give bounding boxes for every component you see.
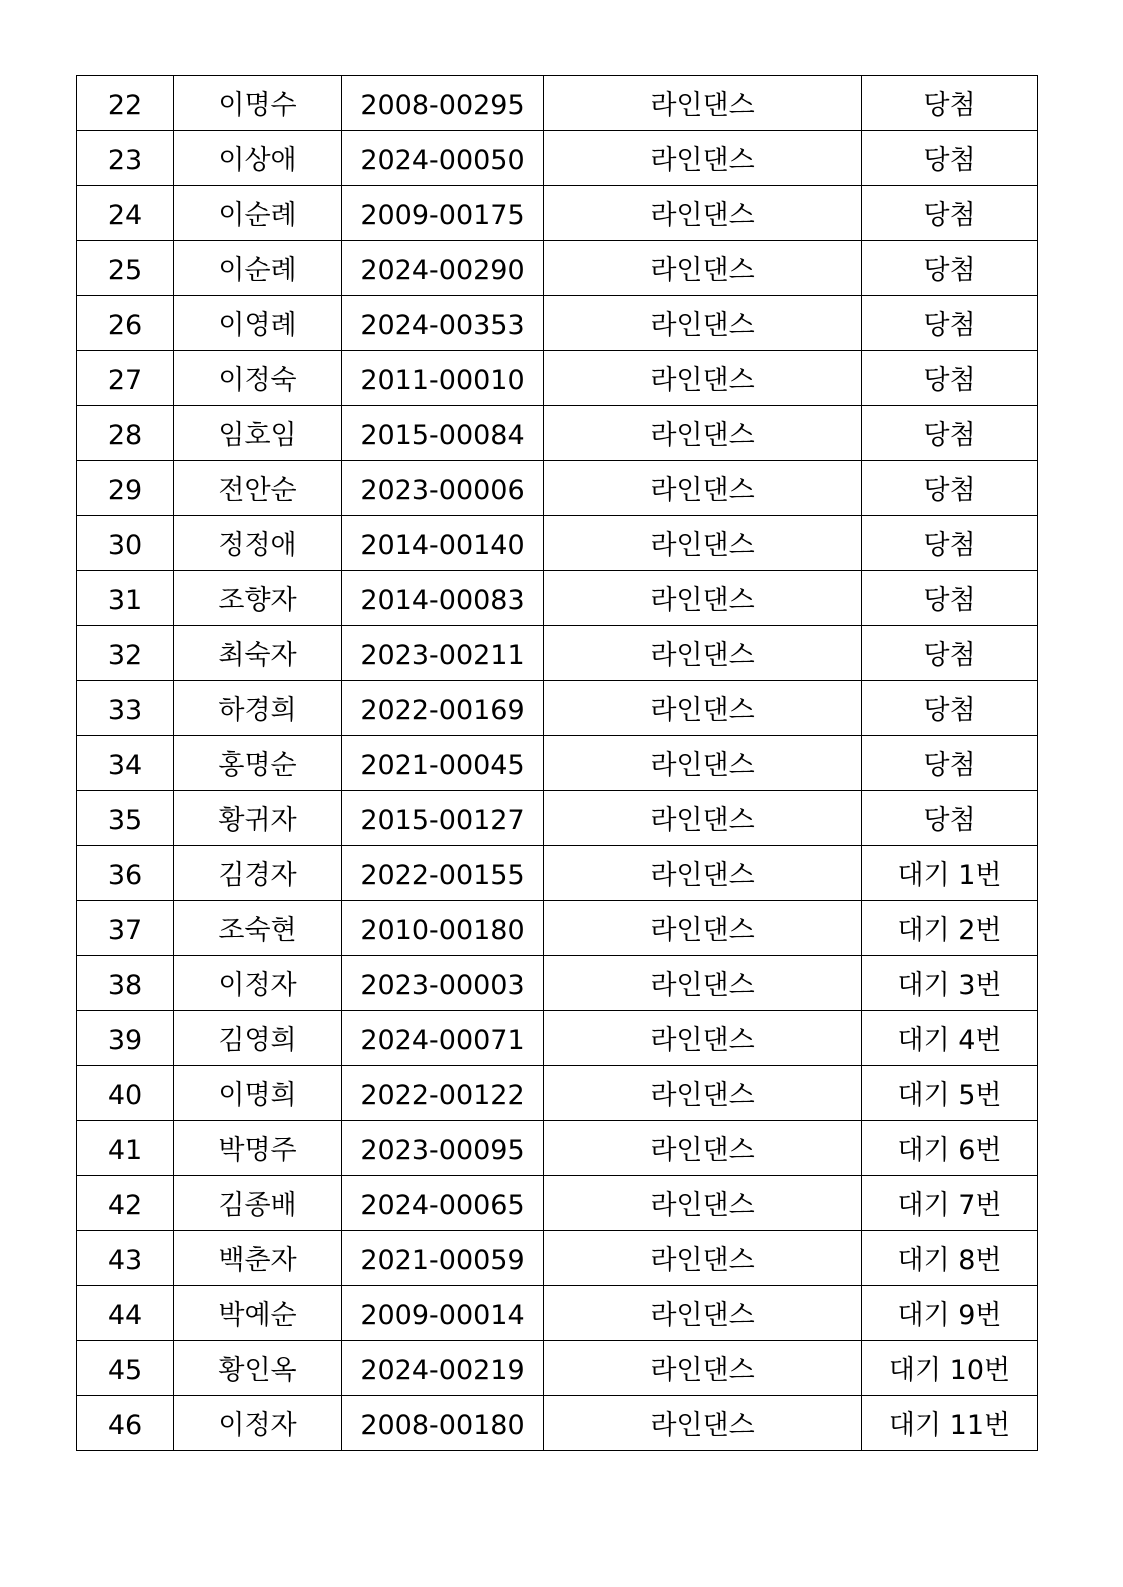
table-row xyxy=(77,1231,1038,1286)
result-cell: 대기 1번 xyxy=(862,846,1038,901)
row-number-cell: 30 xyxy=(77,516,174,571)
program-cell: 라인댄스 xyxy=(544,1286,862,1341)
row-number-cell: 37 xyxy=(77,901,174,956)
result-cell: 대기 2번 xyxy=(862,901,1038,956)
member-id-cell: 2021-00045 xyxy=(342,736,544,791)
program-cell: 라인댄스 xyxy=(544,241,862,296)
name-cell: 이명희 xyxy=(174,1066,342,1121)
table-row xyxy=(77,1121,1038,1176)
row-number-cell: 35 xyxy=(77,791,174,846)
member-id-cell: 2024-00065 xyxy=(342,1176,544,1231)
table-row xyxy=(77,131,1038,186)
program-cell: 라인댄스 xyxy=(544,461,862,516)
program-cell: 라인댄스 xyxy=(544,131,862,186)
member-id-cell: 2022-00155 xyxy=(342,846,544,901)
table-row xyxy=(77,1341,1038,1396)
program-cell: 라인댄스 xyxy=(544,956,862,1011)
row-number-cell: 43 xyxy=(77,1231,174,1286)
result-cell: 당첨 xyxy=(862,186,1038,241)
table-row xyxy=(77,76,1038,131)
member-id-cell: 2022-00122 xyxy=(342,1066,544,1121)
result-cell: 당첨 xyxy=(862,571,1038,626)
table-row xyxy=(77,186,1038,241)
row-number-cell: 45 xyxy=(77,1341,174,1396)
name-cell: 이정자 xyxy=(174,1396,342,1451)
program-cell: 라인댄스 xyxy=(544,1066,862,1121)
name-cell: 조향자 xyxy=(174,571,342,626)
row-number-cell: 27 xyxy=(77,351,174,406)
member-id-cell: 2024-00219 xyxy=(342,1341,544,1396)
name-cell: 최숙자 xyxy=(174,626,342,681)
row-number-cell: 31 xyxy=(77,571,174,626)
name-cell: 이정자 xyxy=(174,956,342,1011)
program-cell: 라인댄스 xyxy=(544,1011,862,1066)
table-row xyxy=(77,1286,1038,1341)
result-cell: 당첨 xyxy=(862,516,1038,571)
table-row xyxy=(77,1066,1038,1121)
row-number-cell: 36 xyxy=(77,846,174,901)
row-number-cell: 23 xyxy=(77,131,174,186)
table-row xyxy=(77,681,1038,736)
member-id-cell: 2015-00084 xyxy=(342,406,544,461)
row-number-cell: 40 xyxy=(77,1066,174,1121)
table-row xyxy=(77,571,1038,626)
member-id-cell: 2015-00127 xyxy=(342,791,544,846)
member-id-cell: 2023-00006 xyxy=(342,461,544,516)
row-number-cell: 22 xyxy=(77,76,174,131)
table-row xyxy=(77,351,1038,406)
member-id-cell: 2009-00014 xyxy=(342,1286,544,1341)
name-cell: 이영례 xyxy=(174,296,342,351)
result-cell: 당첨 xyxy=(862,791,1038,846)
program-cell: 라인댄스 xyxy=(544,186,862,241)
result-cell: 당첨 xyxy=(862,736,1038,791)
name-cell: 황인옥 xyxy=(174,1341,342,1396)
table-row xyxy=(77,516,1038,571)
row-number-cell: 42 xyxy=(77,1176,174,1231)
row-number-cell: 32 xyxy=(77,626,174,681)
result-cell: 당첨 xyxy=(862,351,1038,406)
program-cell: 라인댄스 xyxy=(544,736,862,791)
program-cell: 라인댄스 xyxy=(544,571,862,626)
program-cell: 라인댄스 xyxy=(544,901,862,956)
result-cell: 대기 3번 xyxy=(862,956,1038,1011)
row-number-cell: 26 xyxy=(77,296,174,351)
table-row xyxy=(77,406,1038,461)
name-cell: 이정숙 xyxy=(174,351,342,406)
row-number-cell: 39 xyxy=(77,1011,174,1066)
result-cell: 대기 4번 xyxy=(862,1011,1038,1066)
name-cell: 이명수 xyxy=(174,76,342,131)
result-cell: 당첨 xyxy=(862,76,1038,131)
row-number-cell: 24 xyxy=(77,186,174,241)
result-cell: 대기 9번 xyxy=(862,1286,1038,1341)
name-cell: 황귀자 xyxy=(174,791,342,846)
table-row xyxy=(77,1011,1038,1066)
program-cell: 라인댄스 xyxy=(544,296,862,351)
result-cell: 대기 11번 xyxy=(862,1396,1038,1451)
name-cell: 박명주 xyxy=(174,1121,342,1176)
program-cell: 라인댄스 xyxy=(544,1341,862,1396)
row-number-cell: 28 xyxy=(77,406,174,461)
result-cell: 대기 7번 xyxy=(862,1176,1038,1231)
table-row xyxy=(77,846,1038,901)
name-cell: 이상애 xyxy=(174,131,342,186)
table-row xyxy=(77,626,1038,681)
program-cell: 라인댄스 xyxy=(544,791,862,846)
member-id-cell: 2010-00180 xyxy=(342,901,544,956)
row-number-cell: 38 xyxy=(77,956,174,1011)
name-cell: 김영희 xyxy=(174,1011,342,1066)
member-id-cell: 2023-00003 xyxy=(342,956,544,1011)
row-number-cell: 46 xyxy=(77,1396,174,1451)
result-cell: 당첨 xyxy=(862,131,1038,186)
table-row xyxy=(77,956,1038,1011)
program-cell: 라인댄스 xyxy=(544,1176,862,1231)
program-cell: 라인댄스 xyxy=(544,351,862,406)
table-body xyxy=(77,76,1038,1451)
program-cell: 라인댄스 xyxy=(544,681,862,736)
result-cell: 당첨 xyxy=(862,681,1038,736)
row-number-cell: 44 xyxy=(77,1286,174,1341)
member-id-cell: 2009-00175 xyxy=(342,186,544,241)
result-cell: 대기 10번 xyxy=(862,1341,1038,1396)
name-cell: 김경자 xyxy=(174,846,342,901)
member-id-cell: 2022-00169 xyxy=(342,681,544,736)
member-id-cell: 2014-00140 xyxy=(342,516,544,571)
member-id-cell: 2021-00059 xyxy=(342,1231,544,1286)
name-cell: 홍명순 xyxy=(174,736,342,791)
program-cell: 라인댄스 xyxy=(544,516,862,571)
member-id-cell: 2023-00095 xyxy=(342,1121,544,1176)
member-id-cell: 2024-00353 xyxy=(342,296,544,351)
name-cell: 김종배 xyxy=(174,1176,342,1231)
row-number-cell: 41 xyxy=(77,1121,174,1176)
member-id-cell: 2008-00295 xyxy=(342,76,544,131)
result-cell: 당첨 xyxy=(862,406,1038,461)
name-cell: 이순례 xyxy=(174,186,342,241)
program-cell: 라인댄스 xyxy=(544,1231,862,1286)
table-row xyxy=(77,1176,1038,1231)
result-cell: 대기 5번 xyxy=(862,1066,1038,1121)
member-id-cell: 2024-00071 xyxy=(342,1011,544,1066)
program-cell: 라인댄스 xyxy=(544,1121,862,1176)
name-cell: 전안순 xyxy=(174,461,342,516)
name-cell: 임호임 xyxy=(174,406,342,461)
table-row xyxy=(77,901,1038,956)
result-cell: 당첨 xyxy=(862,296,1038,351)
name-cell: 백춘자 xyxy=(174,1231,342,1286)
program-cell: 라인댄스 xyxy=(544,76,862,131)
lottery-results-table xyxy=(76,75,1038,1451)
member-id-cell: 2011-00010 xyxy=(342,351,544,406)
program-cell: 라인댄스 xyxy=(544,406,862,461)
row-number-cell: 25 xyxy=(77,241,174,296)
result-cell: 대기 6번 xyxy=(862,1121,1038,1176)
name-cell: 박예순 xyxy=(174,1286,342,1341)
table-row xyxy=(77,296,1038,351)
name-cell: 하경희 xyxy=(174,681,342,736)
result-cell: 당첨 xyxy=(862,241,1038,296)
program-cell: 라인댄스 xyxy=(544,1396,862,1451)
row-number-cell: 34 xyxy=(77,736,174,791)
name-cell: 정정애 xyxy=(174,516,342,571)
table-row xyxy=(77,736,1038,791)
result-cell: 당첨 xyxy=(862,461,1038,516)
name-cell: 이순례 xyxy=(174,241,342,296)
table-row xyxy=(77,1396,1038,1451)
member-id-cell: 2024-00050 xyxy=(342,131,544,186)
row-number-cell: 33 xyxy=(77,681,174,736)
result-cell: 대기 8번 xyxy=(862,1231,1038,1286)
table-row xyxy=(77,241,1038,296)
member-id-cell: 2024-00290 xyxy=(342,241,544,296)
program-cell: 라인댄스 xyxy=(544,626,862,681)
table-row xyxy=(77,461,1038,516)
name-cell: 조숙현 xyxy=(174,901,342,956)
member-id-cell: 2014-00083 xyxy=(342,571,544,626)
program-cell: 라인댄스 xyxy=(544,846,862,901)
member-id-cell: 2008-00180 xyxy=(342,1396,544,1451)
table-row xyxy=(77,791,1038,846)
result-cell: 당첨 xyxy=(862,626,1038,681)
row-number-cell: 29 xyxy=(77,461,174,516)
member-id-cell: 2023-00211 xyxy=(342,626,544,681)
